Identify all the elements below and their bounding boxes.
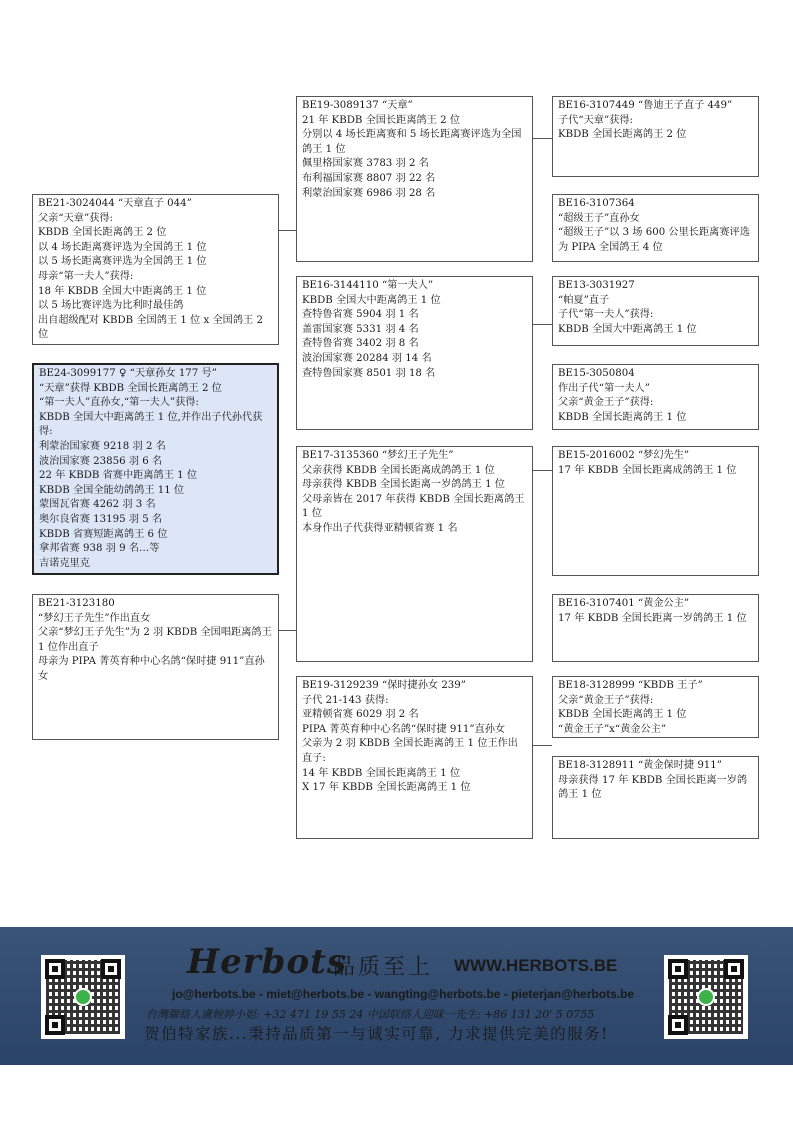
ds-dam-box: [552, 594, 759, 662]
info-line: 父亲获得 KBDB 全国长距离成鸽鸽王 1 位: [302, 464, 495, 476]
info-line: 波治国家赛 23856 羽 6 名: [39, 455, 163, 467]
pigeon-id-line: BE24-3099177 ♀ “天章孙女 177 号”: [39, 368, 217, 379]
info-line: 18 年 KBDB 全国大中距离鸽王 1 位: [38, 285, 207, 297]
info-line: KBDB 省赛短距离鸽王 6 位: [39, 528, 168, 540]
info-line: 蒙图瓦省赛 4262 羽 3 名: [39, 499, 156, 511]
connector: [533, 324, 552, 325]
info-line: 拿邦省赛 938 羽 9 名…等: [39, 543, 160, 555]
info-line: 查特鲁国家赛 8501 羽 18 名: [302, 367, 436, 379]
info-line: 母亲“第一夫人”获得:: [38, 270, 134, 282]
info-line: 母亲获得 17 年 KBDB 全国长距离一岁鸽鸽王 1 位: [558, 774, 748, 801]
info-line: PIPA 菁英育种中心名鸽“保时捷 911”直孙女: [302, 723, 506, 735]
qr-code-right[interactable]: [664, 955, 748, 1039]
info-line: 父亲“天章”获得:: [38, 212, 113, 224]
info-line: 母亲为 PIPA 菁英育种中心名鸽“保时捷 911”直孙女: [38, 656, 265, 682]
pigeon-id-line: BE18-3128999 “KBDB 王子”: [558, 680, 703, 691]
info-line: “第一夫人”直孙女,“第一夫人”获得:: [39, 397, 199, 409]
info-line: 利蒙治国家赛 6986 羽 28 名: [302, 187, 436, 199]
info-line: KBDB 全国长距离鸽王 2 位: [38, 227, 167, 239]
pigeon-id-line: BE21-3024044 “天章直子 044”: [38, 198, 192, 209]
info-line: 父亲为 2 羽 KBDB 全国长距离鸽王 1 位王作出直子:: [302, 738, 518, 764]
pigeon-id-line: BE17-3135360 “梦幻王子先生”: [302, 450, 454, 461]
info-line: 父亲“梦幻王子先生”为 2 羽 KBDB 全国唱距离鸽王 1 位作出直子: [38, 627, 272, 653]
info-line: 母亲获得 KBDB 全国长距离一岁鸽鸽王 1 位: [302, 479, 505, 491]
pigeon-id-line: BE19-3089137 “天章”: [302, 100, 413, 111]
info-line: “超级王子”以 3 场 600 公里长距离赛评选为 PIPA 全国鸽王 4 位: [558, 227, 750, 253]
info-line: “黄金王子”x“黄金公主”: [558, 723, 667, 735]
info-line: 吉诺克里克: [39, 557, 90, 569]
info-line: 子代 21-143 获得:: [302, 694, 389, 706]
info-line: 21 年 KBDB 全国长距离鸽王 2 位: [302, 114, 461, 126]
info-line: “梦幻王子先生”作出直女: [38, 612, 151, 624]
sd-dam-box: [552, 364, 759, 430]
info-line: 亚精顿省赛 6029 羽 2 名: [302, 709, 419, 721]
connector: [533, 745, 552, 746]
info-line: 父亲“黄金王子”获得:: [558, 694, 654, 706]
sd-sire-box: [552, 276, 759, 346]
info-line: 出自超级配对 KBDB 全国鸽王 1 位 x 全国鸽王 2 位: [38, 314, 263, 341]
pigeon-id-line: BE16-3107364: [558, 198, 635, 209]
dam-box: [32, 594, 279, 740]
info-line: 作出子代“第一夫人”: [558, 382, 650, 394]
company-motto: 贺伯特家族...秉持品质第一与诚实可靠, 力求提供完美的服务!: [144, 1025, 609, 1043]
connector: [279, 230, 296, 231]
info-line: 利蒙治国家赛 9218 羽 2 名: [39, 440, 166, 452]
brand-logo: Herbots: [187, 942, 347, 982]
info-line: 以 5 场长距离赛评选为全国鸽王 1 位: [38, 256, 207, 268]
sire-sire-box: [296, 96, 533, 262]
ds-sire-box: [552, 446, 759, 576]
info-line: 以 5 场比赛评选为比利时最佳鸽: [38, 300, 184, 312]
pigeon-id-line: BE18-3128911 “黄金保时捷 911”: [558, 760, 722, 771]
info-line: 奥尔良省赛 13195 羽 5 名: [39, 513, 163, 525]
pigeon-id-line: BE19-3129239 “保时捷孙女 239”: [302, 680, 466, 691]
info-line: 17 年 KBDB 全国长距离一岁鸽鸽王 1 位: [558, 612, 747, 624]
info-line: 子代“天章”获得:: [558, 114, 633, 126]
pigeon-id-line: BE15-3050804: [558, 368, 635, 379]
pigeon-id-line: BE13-3031927: [558, 280, 635, 291]
wechat-badge-icon: [74, 988, 92, 1006]
info-line: KBDB 全国长距离鸽王 2 位: [558, 129, 687, 141]
info-line: 查特鲁省赛 3402 羽 8 名: [302, 338, 419, 350]
dd-dam-box: [552, 756, 759, 839]
contact-emails[interactable]: jo@herbots.be - miet@herbots.be - wangting@herbots.be - pieterjan@herbots.be: [172, 987, 635, 1001]
ss-dam-box: [552, 194, 759, 262]
info-line: 14 年 KBDB 全国长距离鸽王 1 位: [302, 767, 461, 779]
pigeon-id-line: BE16-3144110 “第一夫人”: [302, 280, 434, 291]
info-line: 父母亲皆在 2017 年获得 KBDB 全国长距离鸽王 1 位: [302, 493, 525, 520]
sire-box: [32, 194, 279, 345]
info-line: KBDB 全国大中距离鸽王 1 位: [302, 294, 441, 306]
info-line: 布利福国家赛 8807 羽 22 名: [302, 172, 436, 184]
info-line: “帕夏”直子: [558, 294, 610, 306]
website-link[interactable]: WWW.HERBOTS.BE: [454, 956, 618, 975]
pigeon-id-line: BE16-3107401 “黄金公主”: [558, 598, 690, 609]
info-line: 分别以 4 场长距离赛和 5 场长距离赛评选为全国鸽王 1 位: [302, 129, 522, 155]
pigeon-id-line: BE21-3123180: [38, 598, 115, 609]
connector: [533, 138, 552, 139]
info-line: 波治国家赛 20284 羽 14 名: [302, 352, 432, 364]
qr-code-left[interactable]: [41, 955, 125, 1039]
info-line: KBDB 全国大中距离鸽王 1 位: [558, 323, 697, 335]
dd-sire-box: [552, 676, 759, 738]
info-line: 22 年 KBDB 省赛中距离鸽王 1 位: [39, 470, 198, 482]
brand-slogan: 品质至上: [333, 955, 434, 980]
info-line: X 17 年 KBDB 全国长距离鸽王 1 位: [302, 782, 471, 794]
info-line: 本身作出子代获得亚精顿省赛 1 名: [302, 522, 458, 534]
sire-dam-box: [296, 276, 533, 430]
info-line: 佩里格国家赛 3783 羽 2 名: [302, 158, 429, 170]
info-line: “天章”获得 KBDB 全国长距离鸽王 2 位: [39, 382, 222, 394]
connector: [279, 630, 296, 631]
pigeon-id-line: BE16-3107449 “鲁迪王子直子 449”: [558, 100, 733, 111]
contact-phones: 台灣聯絡人盧婉婷小姐: +32 471 19 55 24 中国联络人迎昧一先生: +86 131 20' 5 0755: [146, 1008, 595, 1021]
info-line: 17 年 KBDB 全国长距离成鸽鸽王 1 位: [558, 464, 737, 476]
info-line: KBDB 全国大中距离鸽王 1 位,并作出子代孙代获得:: [39, 411, 263, 438]
info-line: 查特鲁省赛 5904 羽 1 名: [302, 309, 419, 321]
pigeon-id-line: BE15-2016002 “梦幻先生”: [558, 450, 690, 461]
info-line: KBDB 全国长距离鸽王 1 位: [558, 411, 687, 423]
subject-box: [32, 363, 279, 575]
dam-dam-box: [296, 676, 533, 839]
info-line: 父亲“黄金王子”获得:: [558, 397, 654, 409]
info-line: 盖雷国家赛 5331 羽 4 名: [302, 323, 419, 335]
wechat-badge-icon: [697, 988, 715, 1006]
ss-sire-box: [552, 96, 759, 177]
connector: [533, 470, 552, 471]
info-line: 以 4 场长距离赛评选为全国鸽王 1 位: [38, 241, 207, 253]
dam-sire-box: [296, 446, 533, 662]
info-line: KBDB 全国全能幼鸽鸽王 11 位: [39, 484, 185, 496]
info-line: “超级王子”直孙女: [558, 212, 640, 224]
info-line: 子代“第一夫人”获得:: [558, 309, 654, 321]
info-line: KBDB 全国长距离鸽王 1 位: [558, 709, 687, 721]
